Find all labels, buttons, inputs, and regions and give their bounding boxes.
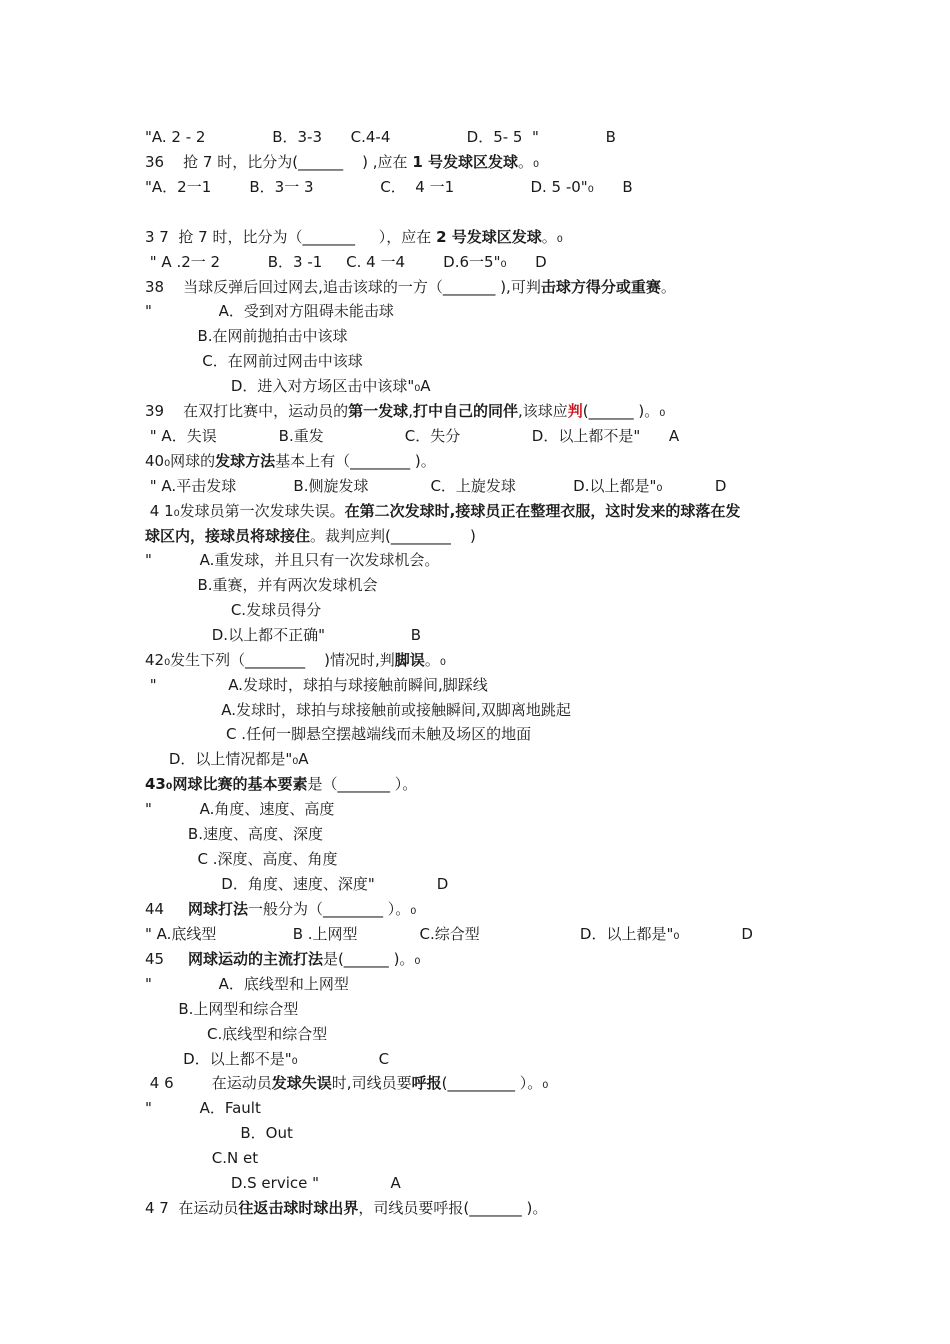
text-run: B.在网前抛拍击中该球 <box>145 327 348 345</box>
emphasis-text: 第一发球 <box>348 402 409 420</box>
text-run: 。₀ <box>424 651 446 669</box>
text-line <box>145 974 349 994</box>
emphasis-text: 脚误 <box>394 651 425 669</box>
text-line <box>145 177 633 197</box>
text-run: " A.发球时，球拍与球接触前瞬间,脚踩线 <box>145 676 488 694</box>
emphasis-text: 在第二次发球时,接球员正在整理衣服，这时发来的球落在发 <box>344 502 741 520</box>
text-line <box>145 675 488 695</box>
text-run: 44 <box>145 900 188 918</box>
emphasis-text: 网球打法 <box>187 900 248 918</box>
text-run: 。 <box>660 278 676 296</box>
text-run: (_________ ）。₀ <box>441 1074 549 1092</box>
text-line <box>145 600 321 620</box>
text-line <box>145 501 740 521</box>
text-line <box>145 277 676 297</box>
emphasis-text: 43₀网球比赛的基本要素 <box>145 775 308 793</box>
text-run: B.上网型和综合型 <box>145 1000 299 1018</box>
text-run: 。₀ <box>541 228 563 246</box>
text-run: 36 抢 7 时，比分为(______ ) ,应在 <box>145 153 413 171</box>
emphasis-text: 呼报 <box>411 1074 442 1092</box>
text-line <box>145 1173 401 1193</box>
text-run: 38 当球反弹后回过网去,追击该球的一方（_______ ),可判 <box>145 278 541 296</box>
text-line <box>145 401 665 421</box>
text-run: 39 在双打比赛中，运动员的 <box>145 402 349 420</box>
text-run: C.底线型和综合型 <box>145 1025 328 1043</box>
text-line <box>145 127 616 147</box>
text-line <box>145 1123 293 1143</box>
text-run: 是(______ )。₀ <box>322 950 421 968</box>
emphasis-text: 1 号发球区发球 <box>412 153 518 171</box>
text-line <box>145 774 417 794</box>
text-line <box>145 799 334 819</box>
text-line <box>145 351 363 371</box>
text-line <box>145 227 563 247</box>
text-run: D．角度、速度、深度" D <box>145 875 449 893</box>
text-line <box>145 1098 261 1118</box>
emphasis-text: 球区内，接球员将球接住 <box>145 527 311 545</box>
text-run: "A．2一1 B．3一 3 C． 4 一1 D. 5 -0"₀ B <box>145 178 633 196</box>
text-run: C.N et <box>145 1149 259 1167</box>
text-run: "A. 2 - 2 B．3-3 C.4-4 D．5- 5 " B <box>145 128 616 146</box>
text-line <box>145 724 531 744</box>
text-run: 40₀网球的 <box>145 452 216 470</box>
text-line <box>145 152 539 172</box>
text-line <box>145 899 416 919</box>
text-run: " A.平击发球 B.侧旋发球 C．上旋发球 D.以上都是"₀ D <box>145 477 727 495</box>
text-run: 3 7 抢 7 时，比分为（_______ ），应在 <box>145 228 437 246</box>
text-run: 。裁判应判(________ ) <box>310 527 476 545</box>
text-line <box>145 749 309 769</box>
emphasis-text: 击球方得分或重赛 <box>540 278 661 296</box>
text-run: D．以上都不是"₀ C <box>145 1050 390 1068</box>
text-line <box>145 426 679 446</box>
text-run: 基本上有（________ )。 <box>275 452 436 470</box>
text-run: B．Out <box>145 1124 293 1142</box>
text-line <box>145 1049 389 1069</box>
emphasis-text: 打中自己的同伴 <box>412 402 518 420</box>
text-line <box>145 326 348 346</box>
text-line <box>145 252 547 272</box>
text-run: " A．Fault <box>145 1099 261 1117</box>
text-line <box>145 700 571 720</box>
text-run: B.重赛，并有两次发球机会 <box>145 576 378 594</box>
text-run: D．进入对方场区击中该球"₀A <box>145 377 431 395</box>
text-line <box>145 949 420 969</box>
text-run: 是（_______ ）。 <box>307 775 418 793</box>
emphasis-text: 发球方法 <box>215 452 276 470</box>
text-line <box>145 849 337 869</box>
text-line <box>145 376 431 396</box>
text-run: " A．失误 B.重发 C．失分 D．以上都不是" A <box>145 427 680 445</box>
text-run: 一般分为（________ ）。₀ <box>247 900 417 918</box>
text-run: B.速度、高度、深度 <box>145 825 323 843</box>
text-line <box>145 451 436 471</box>
text-run: " A．底线型和上网型 <box>145 975 349 993</box>
text-run: (______ )。₀ <box>582 402 666 420</box>
text-run: D.以上都不正确" B <box>145 626 422 644</box>
text-line <box>145 824 323 844</box>
text-line <box>145 550 439 570</box>
text-run: A.发球时，球拍与球接触前或接触瞬间,双脚离地跳起 <box>145 701 571 719</box>
text-run: 4 1₀发球员第一次发球失误。 <box>145 502 345 520</box>
text-run: " A．受到对方阻碍未能击球 <box>145 302 394 320</box>
text-run: 时,司线员要 <box>331 1074 412 1092</box>
emphasis-text: 2 号发球区发球 <box>436 228 542 246</box>
text-run: " A .2一 2 B．3 -1 C. 4 一4 D.6一5"₀ D <box>145 253 547 271</box>
text-run: C .深度、高度、角度 <box>145 850 338 868</box>
text-line <box>145 874 448 894</box>
text-run: C .任何一脚悬空摆越端线而未触及场区的地面 <box>145 725 532 743</box>
text-run: D．以上情况都是"₀A <box>145 750 309 768</box>
text-run: " A.底线型 B .上网型 C.综合型 D．以上都是"₀ D <box>145 925 753 943</box>
text-line <box>145 476 726 496</box>
text-line <box>145 1024 327 1044</box>
text-line <box>145 924 753 944</box>
text-line <box>145 1073 548 1093</box>
text-line <box>145 1148 258 1168</box>
text-run: C．在网前过网击中该球 <box>145 352 363 370</box>
text-run: , <box>408 402 413 420</box>
text-run: 42₀发生下列（________ )情况时,判 <box>145 651 395 669</box>
emphasis-text: 往返击球时球出界 <box>238 1199 359 1217</box>
text-run: 。₀ <box>518 153 540 171</box>
text-run: ，司线员要呼报(_______ )。 <box>358 1199 548 1217</box>
text-line <box>145 999 298 1019</box>
text-line <box>145 301 394 321</box>
text-run: " A.重发球，并且只有一次发球机会。 <box>145 551 440 569</box>
text-run: 4 6 在运动员 <box>145 1074 272 1092</box>
text-run: 45 <box>145 950 188 968</box>
text-run: ,该球应 <box>517 402 568 420</box>
emphasis-text: 网球运动的主流打法 <box>187 950 323 968</box>
emphasis-text: 发球失误 <box>271 1074 332 1092</box>
text-line <box>145 1198 547 1218</box>
text-run: C.发球员得分 <box>145 601 322 619</box>
text-line <box>145 575 378 595</box>
text-run: D.S ervice " A <box>145 1174 401 1192</box>
text-line <box>145 625 421 645</box>
text-run: " A.角度、速度、高度 <box>145 800 335 818</box>
emphasis-text: 判 <box>567 402 583 420</box>
text-line <box>145 526 476 546</box>
text-run: 4 7 在运动员 <box>145 1199 239 1217</box>
text-line <box>145 650 446 670</box>
